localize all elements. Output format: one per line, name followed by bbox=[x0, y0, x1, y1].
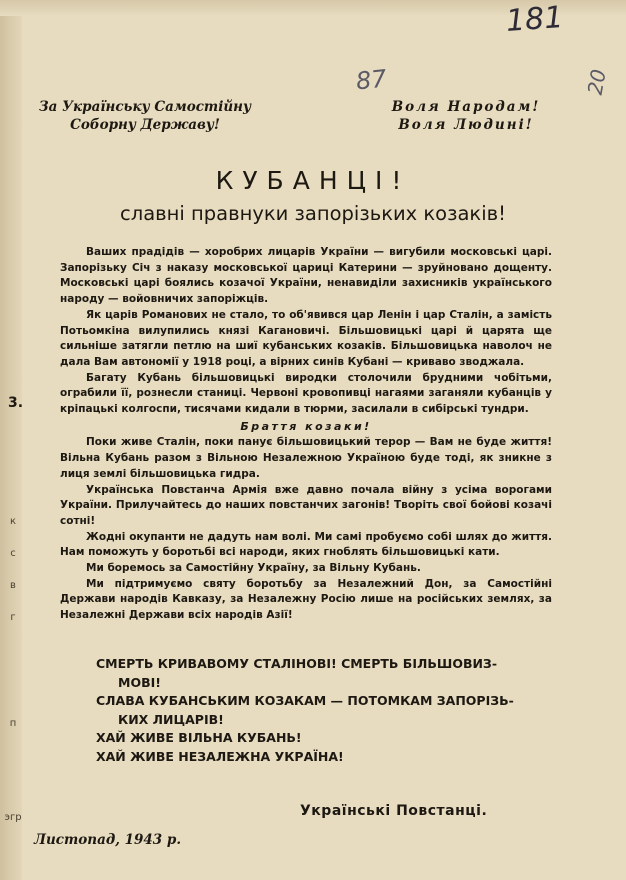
margin-fragment: к bbox=[9, 516, 17, 527]
header-right-line-2: Воля Людині! bbox=[398, 117, 534, 133]
pencil-corner-number: 20 bbox=[582, 67, 611, 97]
header-left-line-2: Соборну Державу! bbox=[70, 117, 220, 133]
body-text bbox=[60, 245, 552, 624]
margin-fragment: эгр bbox=[4, 812, 22, 823]
margin-fragment: г bbox=[10, 612, 16, 623]
scan-left-edge bbox=[0, 0, 22, 880]
document-date: Листопад, 1943 р. bbox=[34, 832, 182, 848]
body-paragraph: Як царів Романових не стало, то об'явився цар Ленін і цар Сталін, а замість Потьомкіна вилупились князі Кагановичі. Більшовицькі царі й царята ще сильніше затягли петлю на шиї кубанських козаків. Більшовицька наволоч не дала Вам автономії у 1918 році, а вірних синів Кубані — криваво зводжала. bbox=[60, 308, 552, 368]
body-paragraph: Ми боремось за Самостійну Україну, за Вільну Кубань. bbox=[86, 562, 421, 575]
body-paragraph: Українська Повстанча Армія вже давно почала війну з усіма ворогами України. Прилучайтесь до наших повстанчих загонів! Творіть свої бойові козачі сотні! bbox=[60, 483, 552, 527]
slogans-block bbox=[96, 655, 566, 767]
slogan-line: СМЕРТЬ КРИВАВОМУ СТАЛІНОВІ! СМЕРТЬ БІЛЬШОВИЗ- bbox=[96, 656, 498, 671]
header-left-line-1: За Українську Самостійну bbox=[38, 99, 252, 115]
slogan-line: ХАЙ ЖИВЕ НЕЗАЛЕЖНА УКРАЇНА! bbox=[96, 748, 344, 764]
margin-number: 3. bbox=[8, 395, 24, 411]
header-left-motto bbox=[30, 98, 260, 134]
document-title: КУБАНЦІ! bbox=[215, 166, 411, 195]
margin-fragment: п bbox=[9, 718, 17, 729]
slogan-line: ХАЙ ЖИВЕ ВІЛЬНА КУБАНЬ! bbox=[96, 730, 302, 746]
body-paragraph: Поки живе Сталін, поки панує більшовицький терор — Вам не буде життя! Вільна Кубань разом з Вільною Незалежною Україною буде тоді, як зникне з лиця землі більшовицька гидра. bbox=[60, 436, 552, 480]
document-subtitle: славні правнуки запорізьких козаків! bbox=[120, 202, 506, 225]
slogan-line: КИХ ЛИЦАРІВ! bbox=[118, 711, 224, 727]
body-subheading: Браття козаки! bbox=[240, 419, 372, 433]
folio-number: 181 bbox=[504, 0, 565, 39]
body-paragraph: Жодні окупанти не дадуть нам волі. Ми самі пробуємо собі шлях до життя. Нам поможуть у боротьбі всі народи, яких гноблять більшовицькі кати. bbox=[60, 530, 552, 559]
pencil-archive-number: 87 bbox=[354, 64, 388, 96]
margin-fragment: в bbox=[10, 580, 16, 591]
margin-fragment: с bbox=[10, 548, 16, 559]
slogan-line: МОВІ! bbox=[118, 674, 161, 690]
body-paragraph: Багату Кубань більшовицькі виродки столочили брудними чобітьми, ограбили її, рознесли станиці. Червоні кровопивці нагаями заганяли кубанців у кріпацькі колгоспи, тисячами кидали в тюрми, засилали в сибірські тундри. bbox=[60, 371, 552, 416]
body-paragraph: Ваших прадідів — хоробрих лицарів України — вигубили московські царі. Запорізьку Січ з наказу московської цариці Катерини — зруйновано дощенту. Московські царі боялись козачої України, ненавиділи захисників українського народу — войовничих запоріжців. bbox=[60, 246, 552, 306]
header-right-motto bbox=[366, 98, 566, 134]
slogan-line: СЛАВА КУБАНСЬКИМ КОЗАКАМ — ПОТОМКАМ ЗАПОРІЗЬ- bbox=[96, 693, 514, 709]
body-paragraph: Ми підтримуємо святу боротьбу за Незалежний Дон, за Самостійні Держави народів Кавказу, за Незалежну Росію лише на російських землях, за Незалежні Держави всіх народів Азії! bbox=[60, 577, 552, 622]
header-right-line-1: Воля Народам! bbox=[391, 99, 541, 115]
signature: Українські Повстанці. bbox=[300, 803, 488, 819]
